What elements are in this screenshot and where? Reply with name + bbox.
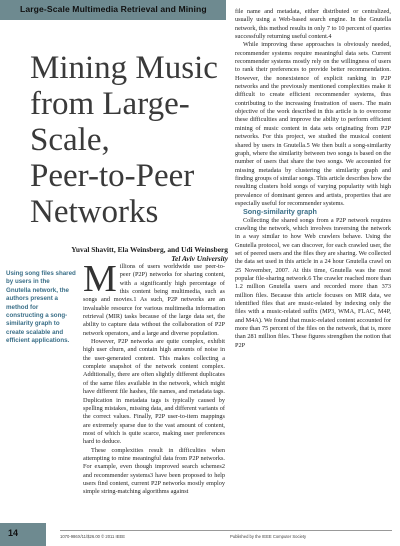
- drop-cap: M: [83, 258, 117, 300]
- article-title: [30, 50, 230, 230]
- byline: [28, 245, 228, 263]
- section-label: Large-Scale Multimedia Retrieval and Mining: [20, 4, 207, 14]
- paragraph: While improving these approaches is obviously needed, recommender systems require meaningful data sets. Current recommender systems mostly rely on the willingness of users to rank their preferences to provide better recommendation. However, the nonexistence of explicit ranking in P2P networks and the previously mentioned complexities make it difficult to create efficient recommender systems, thus contributing to the increasing frustration of users. The main objective of the work described in this article is to overcome these difficulties and improve the ability to perform efficient mining of music content in data sets originating from P2P networks. For this project, we studied the musical content shared by users in Gnutella.5 We then built a song-similarity graph, where the similarity between two songs is based on the number of users that share the two songs. We accounted for missing metadata by clustering the similarity graph and finding groups of similar songs. This article describes how the resulting clusters hold songs of varying popularity with high prevalence of dominant genres and artists, properties that are especially useful for recommender systems.: [235, 41, 391, 207]
- paragraph: These complexities result in difficulties when attempting to mine meaningful data from P2P networks. For example, even though improved search schemes2 and recommender systems3 have been proposed to help users find content, current P2P networks mostly employ simple string-matching algorithms against: [83, 446, 225, 496]
- paragraph: file name and metadata, either distributed or centralized, usually using a Web-based search engine. In the Gnutella network, this method results in only 7 to 10 percent of queries successfully returning useful content.4: [235, 8, 391, 41]
- page-number: 14: [8, 528, 19, 538]
- paragraph-text: illions of users worldwide use peer-to-peer (P2P) networks for sharing content, with a significantly high percentage of this content being multimedia, such as songs and movies.1 As such, P2P networks are an invaluable resource for various multimedia information retrieval (MIR) tasks because of the large data set, the ability to capture data without the collaboration of P2P network operators, and a large and diverse population.: [83, 263, 225, 337]
- affiliation: Tel Aviv University: [171, 254, 228, 263]
- footer-copyright: 1070-986X/11/$26.00 © 2011 IEEE: [60, 534, 126, 539]
- paragraph: However, P2P networks are quite complex, exhibit high user churn, and contain high amounts of noise in the user-generated content. This makes collecting a complete snapshot of the network content complex. Additionally, there are often slightly different duplicates of the same files available in the network, which might have different file hashes, file names, and metadata tags. Duplication in metadata tags is typically caused by spelling mistakes, missing data, and different variants of the correct values. Finally, P2P user-to-item mappings are extremely sparse due to the vast amount of content, most of which is quite scarce, making user preferences hard to deduce.: [83, 338, 225, 446]
- authors: Yuval Shavitt, Ela Weinsberg, and Udi Weinsberg: [71, 245, 228, 254]
- paragraph: Collecting the shared songs from a P2P network requires crawling the network, which involves traversing the network in a way similar to how Web crawlers behave. Using the Gnutella protocol, we can discover, for each crawled user, the set of peered users and the files they are sharing. We collected the data set used in this article in a 24 hour Gnutella crawl on 25 November, 2007. At this time, Gnutella was the most popular file-sharing network.6 The crawler reached more than 1.2 million Gnutella users and recorded more than 373 million files. Because this article focuses on MIR data, we identified files that are music-related by indexing only the files with a music-related suffix (MP3, WMA, FLAC, M4P, and M4A). We found that music-related content accounted for more than 75 percent of the files on the network, that is, more than 281 million files. These figures strengthen the notion that P2P: [235, 216, 391, 349]
- page-number-tab: [0, 523, 46, 546]
- title-line-2: from Large-Scale,: [30, 86, 190, 158]
- section-subheading: Song-similarity graph: [243, 207, 317, 217]
- body-column-2: [235, 8, 391, 350]
- abstract: Using song files shared by users in the Gnutella network, the authors present a method for constructing a song-similarity graph to create scalable and efficient applications.: [6, 270, 76, 345]
- footer-rule: [60, 530, 392, 531]
- title-line-3: Peer-to-Peer: [30, 158, 195, 194]
- section-header-band: [0, 0, 226, 20]
- title-line-4: Networks: [30, 194, 159, 230]
- footer-publisher: Published by the IEEE Computer Society: [230, 534, 307, 539]
- title-line-1: Mining Music: [30, 50, 218, 86]
